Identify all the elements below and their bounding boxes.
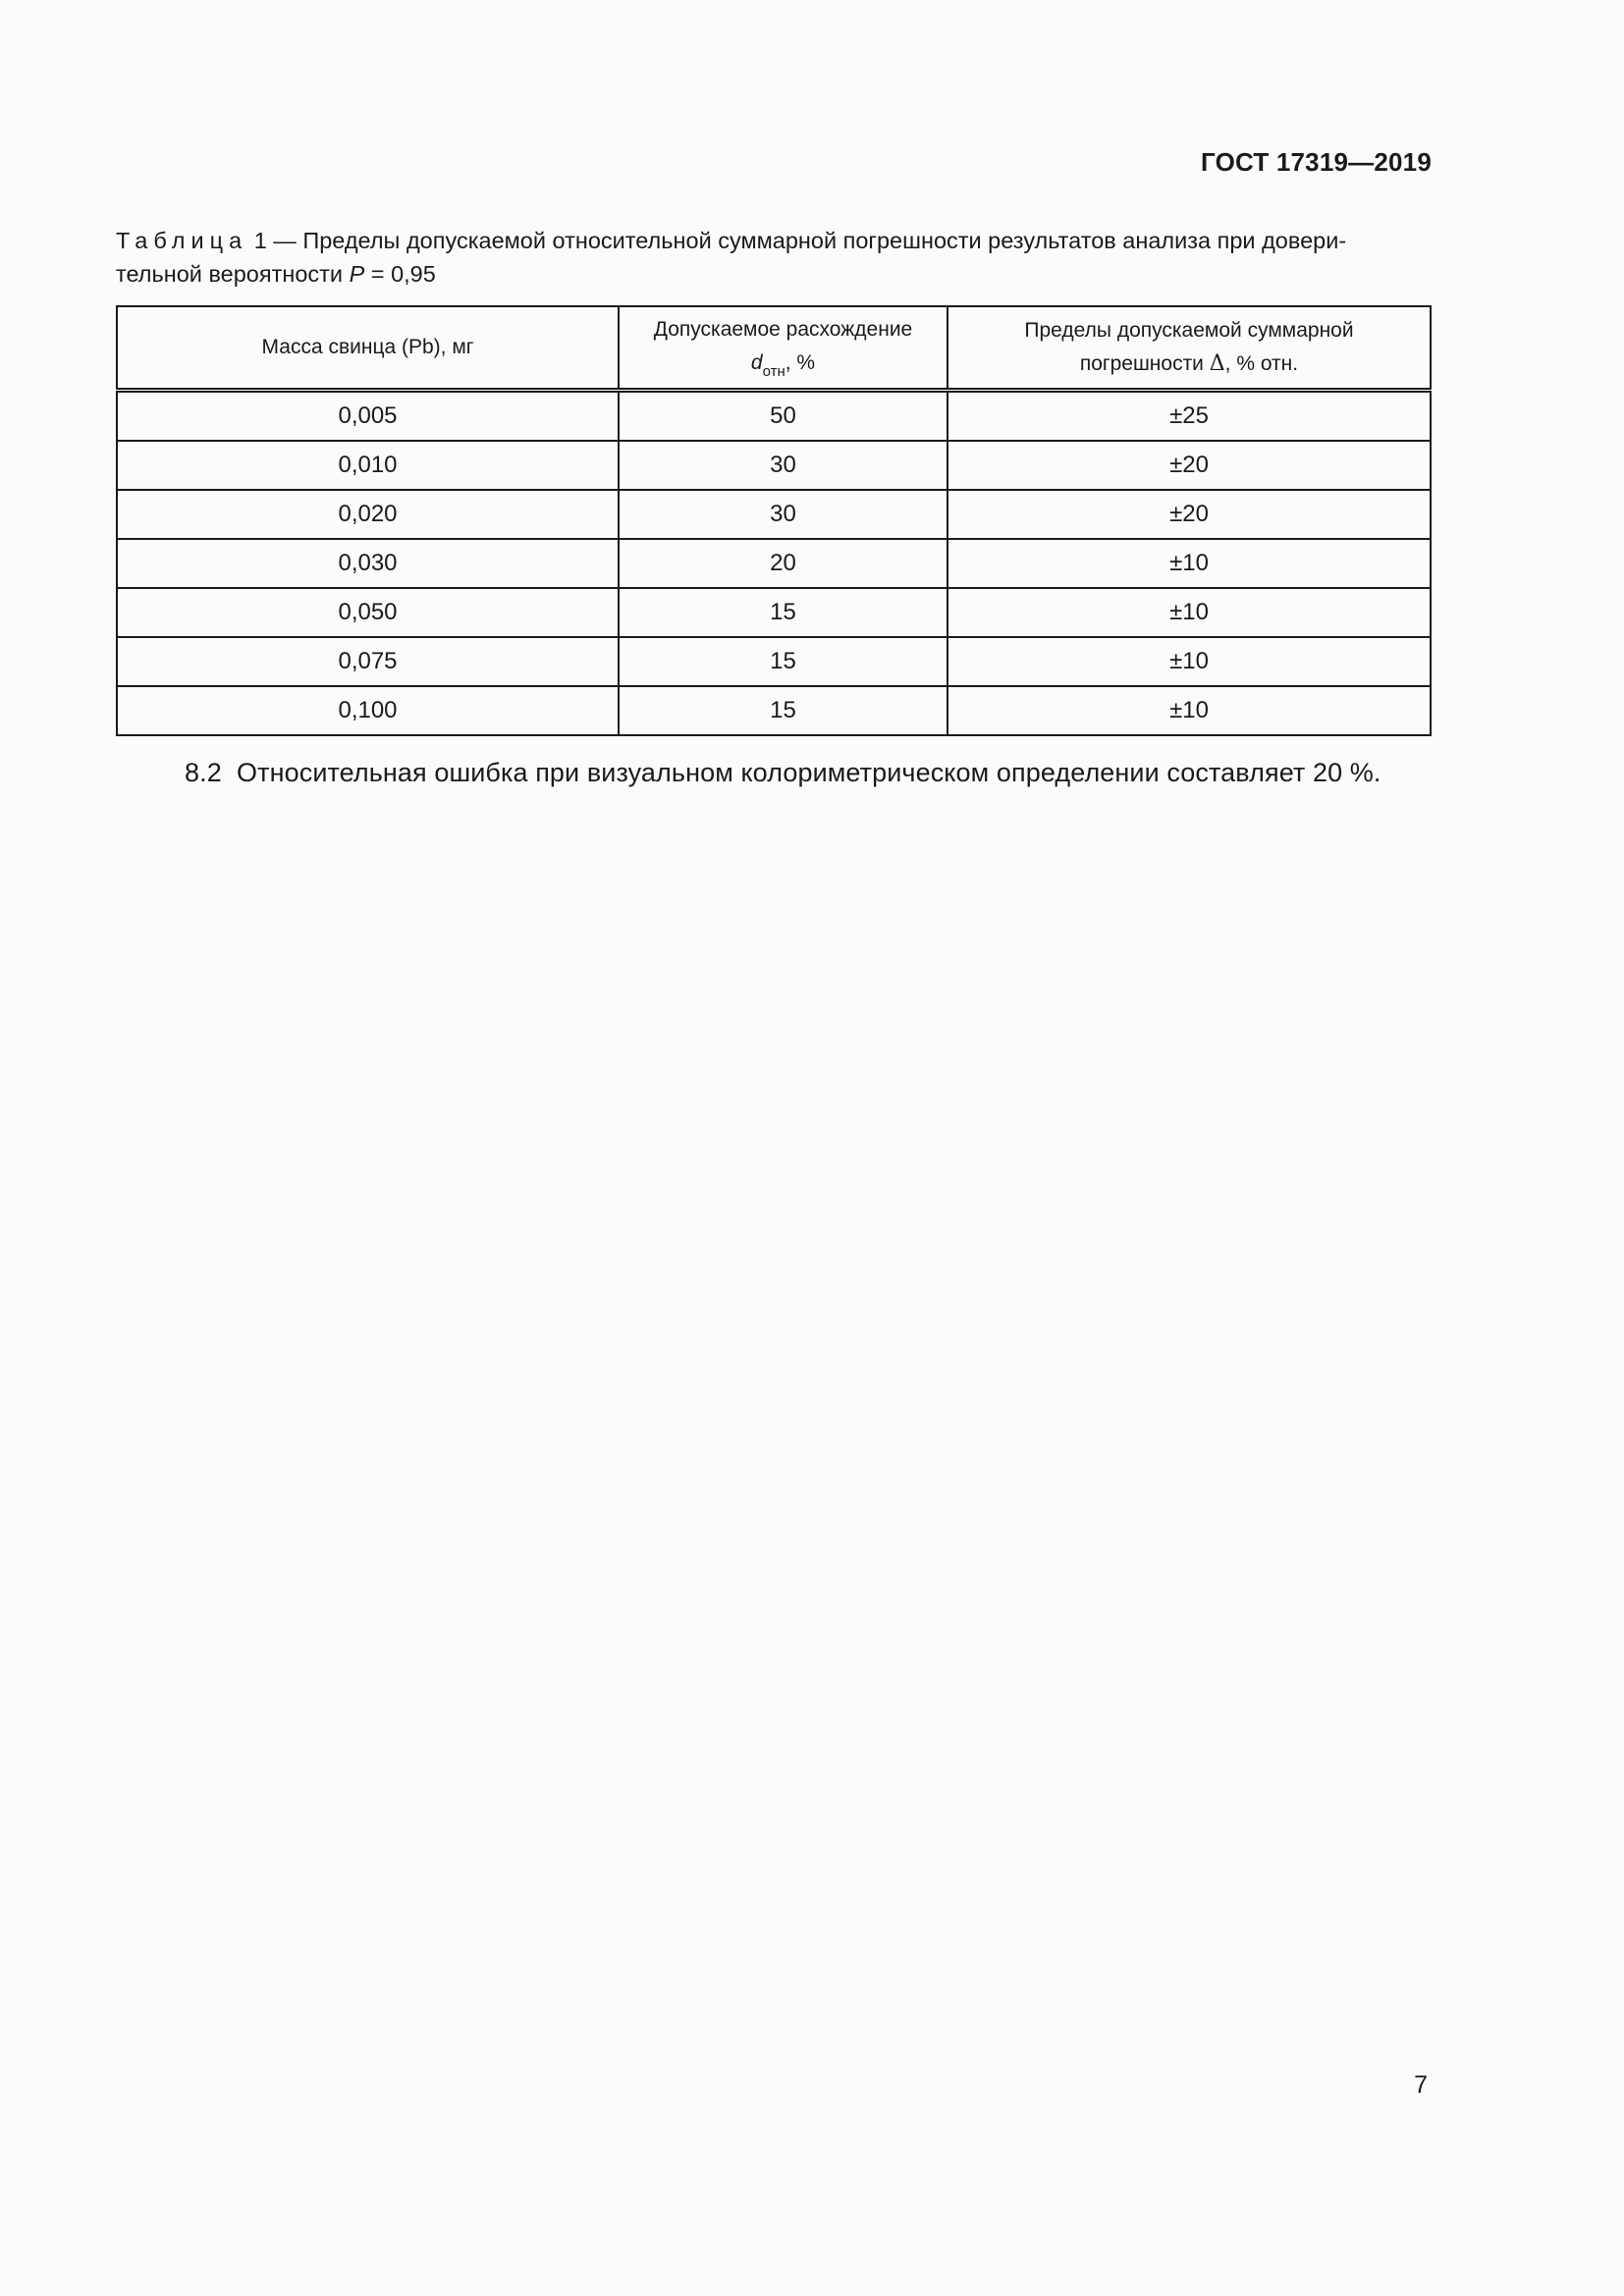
paragraph-8-2: 8.2 Относительная ошибка при визуальном колориметрическом определении составляет 20 %.	[185, 758, 1381, 787]
cell-mass: 0,020	[117, 490, 619, 539]
header-error-limits-prefix: погрешности	[1079, 352, 1210, 375]
table-caption-text-1: — Пределы допускаемой относительной суммарной погрешности результатов анализа при довери-	[266, 228, 1347, 253]
header-error-limits	[947, 306, 1431, 391]
header-d-suffix: , %	[785, 351, 816, 374]
document-code: ГОСТ 17319—2019	[1201, 147, 1432, 177]
cell-error-limit: ±20	[947, 490, 1431, 539]
table-caption	[116, 224, 1432, 291]
cell-error-limit: ±10	[947, 539, 1431, 588]
cell-difference: 15	[619, 588, 947, 637]
table-caption-text-3: = 0,95	[364, 261, 436, 287]
cell-difference: 15	[619, 686, 947, 735]
cell-difference: 15	[619, 637, 947, 686]
table-row	[117, 539, 1431, 588]
table-caption-number: 1	[253, 228, 267, 253]
table-row	[117, 391, 1431, 442]
table-row	[117, 637, 1431, 686]
cell-difference: 20	[619, 539, 947, 588]
cell-difference: 30	[619, 441, 947, 490]
cell-mass: 0,100	[117, 686, 619, 735]
cell-mass: 0,050	[117, 588, 619, 637]
table-header-row	[117, 306, 1431, 391]
header-error-limits-suffix: , % отн.	[1224, 352, 1299, 375]
header-d-symbol: d	[750, 351, 763, 374]
cell-difference: 50	[619, 391, 947, 442]
header-lead-mass: Масса свинца (Pb), мг	[117, 306, 619, 391]
data-table	[116, 305, 1432, 736]
cell-error-limit: ±25	[947, 391, 1431, 442]
table-caption-text-2: тельной вероятности	[116, 261, 350, 287]
cell-error-limit: ±20	[947, 441, 1431, 490]
cell-mass: 0,010	[117, 441, 619, 490]
cell-difference: 30	[619, 490, 947, 539]
table-row	[117, 441, 1431, 490]
cell-mass: 0,005	[117, 391, 619, 442]
table-row	[117, 686, 1431, 735]
cell-mass: 0,075	[117, 637, 619, 686]
table-row	[117, 588, 1431, 637]
table-caption-label: Таблица	[116, 228, 248, 253]
table-row	[117, 490, 1431, 539]
header-error-limits-line1: Пределы допускаемой суммарной	[1024, 319, 1354, 342]
table-caption-variable: P	[349, 261, 365, 287]
cell-mass: 0,030	[117, 539, 619, 588]
header-allowed-difference	[619, 306, 947, 391]
cell-error-limit: ±10	[947, 686, 1431, 735]
header-allowed-difference-line1: Допускаемое расхождение	[653, 318, 913, 341]
header-delta-symbol: Δ	[1209, 351, 1225, 376]
page-number: 7	[1414, 2071, 1428, 2099]
cell-error-limit: ±10	[947, 637, 1431, 686]
header-d-subscript: отн	[762, 363, 785, 380]
cell-error-limit: ±10	[947, 588, 1431, 637]
